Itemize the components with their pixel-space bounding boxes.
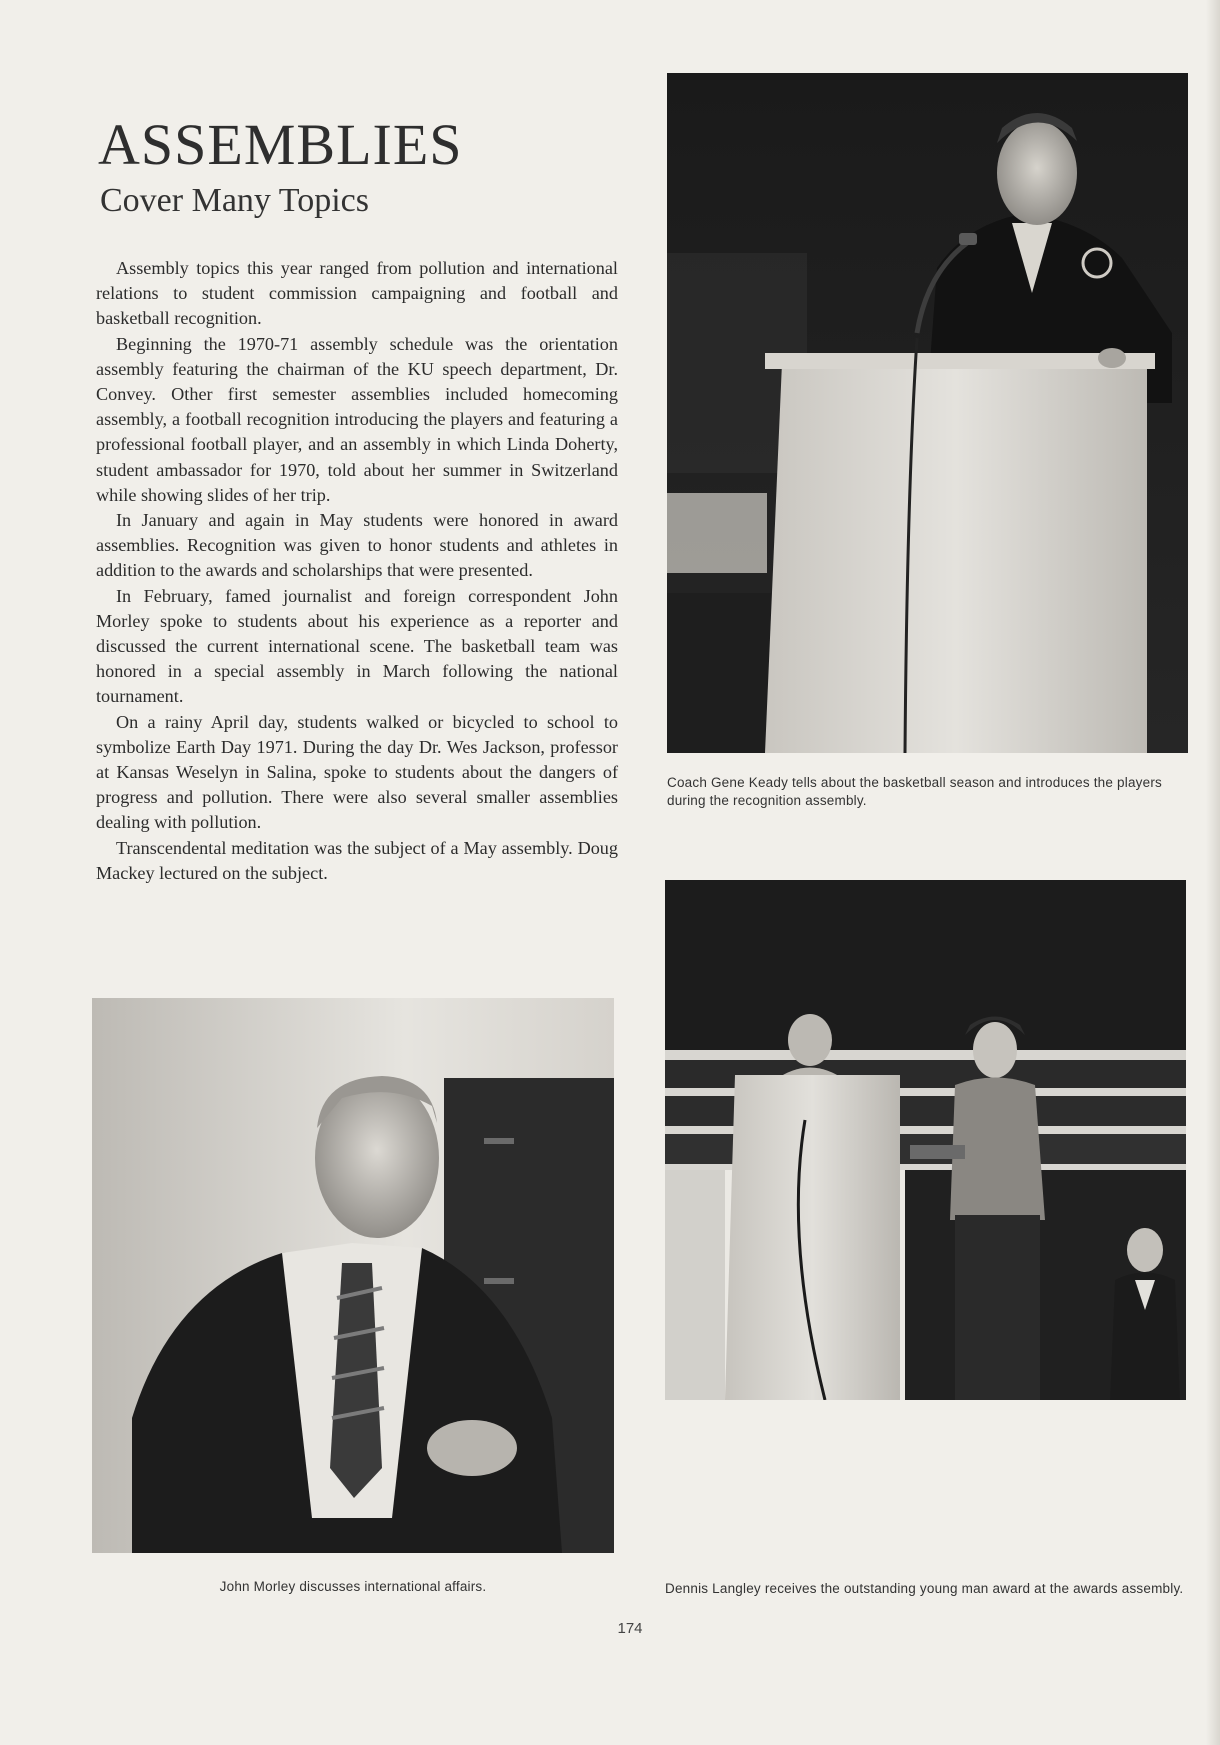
page-number: 174 xyxy=(617,1620,643,1637)
article-paragraph-5: On a rainy April day, students walked or bicycled to school to symbolize Earth Day 1971. During the day Dr. Wes Jackson, professor at Kansas Weselyn in Salina, spoke to students about the dangers of progress and pollution. There were also several smaller assemblies dealing with pollution. xyxy=(96,711,618,833)
article-paragraph-3: In January and again in May students were honored in award assemblies. Recognition was given to honor students and athletes in addition to the awards and scholarships that were presented. xyxy=(96,510,618,581)
coach-photo xyxy=(667,73,1188,753)
page-subtitle: Cover Many Topics xyxy=(100,182,369,219)
page-edge xyxy=(1206,0,1220,1745)
article-paragraph-2: Beginning the 1970-71 assembly schedule was the orientation assembly featuring the chairman of the KU speech department, Dr. Convey. Other first semester assemblies included homecoming assembly, a football recognition introducing the players and featuring a professional football player, and an assembly in which Linda Doherty, student ambassador for 1970, told about her summer in Switzerland while showing slides of her trip. xyxy=(96,333,618,505)
coach-photo-caption: Coach Gene Keady tells about the basketball season and introduces the players during the recognition assembly. xyxy=(667,775,1162,808)
morley-photo-caption: John Morley discusses international affairs. xyxy=(219,1579,487,1594)
award-photo-caption: Dennis Langley receives the outstanding young man award at the awards assembly. xyxy=(665,1581,1184,1596)
article-paragraph-1: Assembly topics this year ranged from pollution and international relations to student commission campaigning and football and basketball recognition. xyxy=(96,258,618,329)
page-title: ASSEMBLIES xyxy=(98,112,463,177)
article-body xyxy=(96,256,618,886)
coach-photo-image xyxy=(667,73,1188,753)
award-photo-image xyxy=(665,880,1186,1400)
morley-photo-image xyxy=(92,998,614,1553)
article-paragraph-4: In February, famed journalist and foreign correspondent John Morley spoke to students about his experience as a reporter and discussed the current international scene. The basketball team was honored in a special assembly in March following the national tournament. xyxy=(96,585,618,707)
morley-photo xyxy=(92,998,614,1553)
article-paragraph-6: Transcendental meditation was the subject of a May assembly. Doug Mackey lectured on the subject. xyxy=(96,837,618,883)
award-photo xyxy=(665,880,1186,1400)
